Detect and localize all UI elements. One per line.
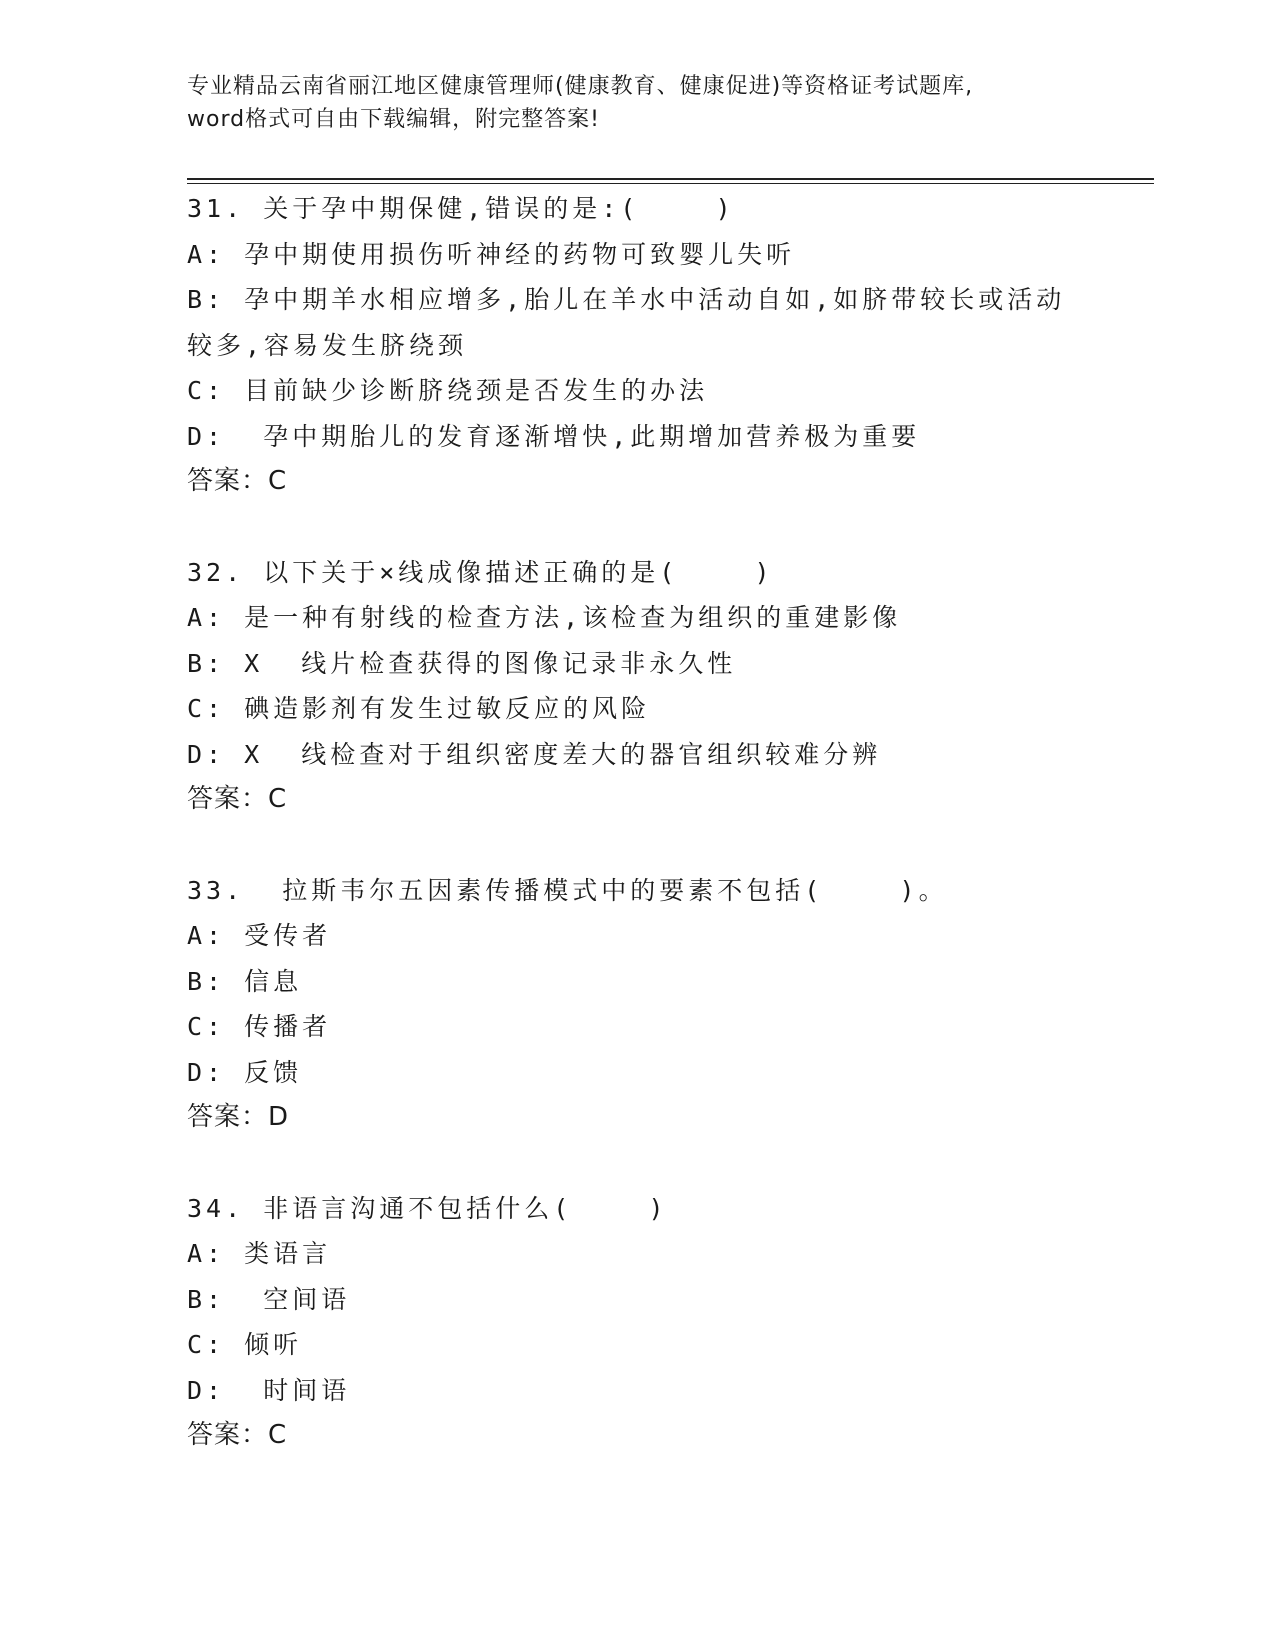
header-line-2: word格式可自由下载编辑，附完整答案!: [187, 107, 600, 132]
question-stem: 34. 非语言沟通不包括什么( ): [187, 1193, 668, 1223]
option-c: C: 倾听: [187, 1330, 303, 1359]
option-c: C: 碘造影剂有发生过敏反应的风险: [187, 694, 651, 723]
question-stem: 31. 关于孕中期保健,错误的是:( ): [187, 194, 735, 223]
document-header: [187, 70, 1087, 136]
option-b: B: 空间语: [187, 1284, 351, 1314]
header-divider-thin: [187, 183, 1154, 184]
question-stem: 32. 以下关于×线成像描述正确的是( ): [187, 557, 774, 587]
option-c: C: 传播者: [187, 1012, 332, 1041]
question-stem: 33. 拉斯韦尔五因素传播模式中的要素不包括( )。: [187, 875, 948, 905]
option-a: A: 受传者: [187, 921, 332, 950]
option-c: C: 目前缺少诊断脐绕颈是否发生的办法: [187, 376, 709, 405]
option-d: D: 时间语: [187, 1375, 351, 1405]
question-34: [187, 1186, 1087, 1459]
question-33: [187, 868, 1087, 1141]
header-divider: [187, 178, 1154, 180]
option-a: A: 是一种有射线的检查方法,该检查为组织的重建影像: [187, 603, 902, 632]
option-b: B: 信息: [187, 966, 303, 996]
question-32: [187, 550, 1087, 823]
question-list: [187, 186, 1087, 1504]
header-line-1: 专业精品云南省丽江地区健康管理师(健康教育、健康促进)等资格证考试题库,: [187, 74, 974, 99]
option-d: D: X 线检查对于组织密度差大的器官组织较难分辨: [187, 739, 882, 769]
answer: 答案：C: [187, 784, 288, 814]
question-31: [187, 186, 1087, 505]
answer: 答案：C: [187, 466, 288, 496]
option-b: B: X 线片检查获得的图像记录非永久性: [187, 648, 737, 678]
option-b: B: 孕中期羊水相应增多,胎儿在羊水中活动自如,如脐带较长或活动较多,容易发生脐绕颈: [187, 285, 1066, 360]
answer: 答案：C: [187, 1420, 288, 1450]
option-d: D: 反馈: [187, 1057, 303, 1087]
answer: 答案：D: [187, 1102, 290, 1132]
option-a: A: 孕中期使用损伤听神经的药物可致婴儿失听: [187, 239, 796, 269]
option-a: A: 类语言: [187, 1239, 332, 1268]
option-d: D: 孕中期胎儿的发育逐渐增快,此期增加营养极为重要: [187, 421, 921, 451]
